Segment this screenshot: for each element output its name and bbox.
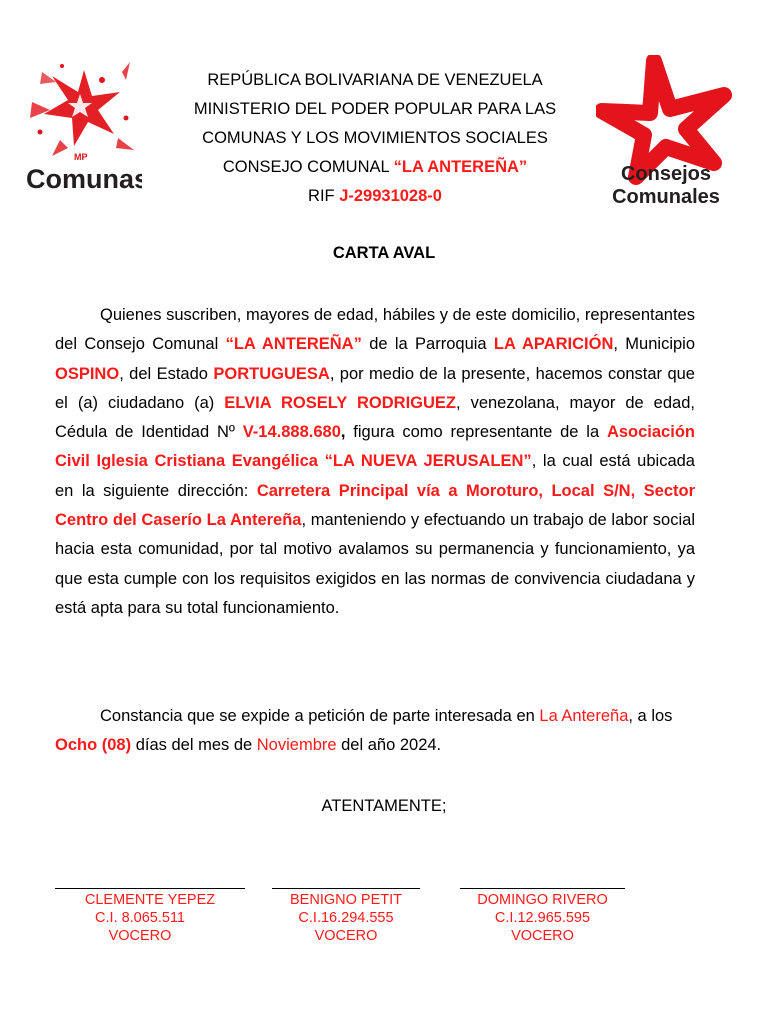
signature-line — [55, 888, 245, 889]
rif-value: J-29931028-0 — [339, 187, 442, 205]
consejos-comunales-logo — [596, 55, 736, 210]
header-line-comunas: COMUNAS Y LOS MOVIMIENTOS SOCIALES — [202, 129, 548, 147]
constancia-paragraph: Constancia que se expide a petición de parte interesada en La Antereña, a los Ocho (08) días del mes de Noviembre del año 2024. — [55, 707, 673, 755]
header-line-ministerio: MINISTERIO DEL PODER POPULAR PARA LAS — [193, 100, 557, 118]
estado: PORTUGUESA — [213, 364, 330, 383]
svg-text:MP: MP — [74, 152, 88, 162]
signature-line — [460, 888, 625, 889]
mes: Noviembre — [256, 736, 337, 755]
mp-comunas-logo — [22, 52, 142, 194]
signatory-name: DOMINGO RIVERO — [477, 892, 608, 908]
signature-block — [272, 888, 420, 945]
lugar: La Antereña — [539, 707, 629, 725]
header-line-consejo: CONSEJO COMUNAL “LA ANTEREÑA” — [222, 158, 528, 176]
consejo-name-inline: “LA ANTEREÑA” — [225, 335, 362, 354]
header-line-republica: REPÚBLICA BOLIVARIANA DE VENEZUELA — [207, 71, 543, 89]
comunas-star-icon — [22, 52, 142, 194]
svg-text:Comunas: Comunas — [26, 164, 142, 194]
ciudadano-name: ELVIA ROSELY RODRIGUEZ — [224, 393, 456, 412]
closing-text: ATENTAMENTE; — [321, 797, 447, 815]
cedula: V-14.888.680 — [242, 423, 341, 442]
dia: Ocho (08) — [55, 736, 132, 755]
signature-block — [460, 888, 625, 945]
signatory-ci: C.I.16.294.555 — [298, 910, 394, 926]
svg-text:Consejos: Consejos — [620, 163, 712, 185]
signatory-role: VOCERO — [511, 928, 574, 944]
signatory-role: VOCERO — [108, 928, 172, 944]
consejo-name: “LA ANTEREÑA” — [393, 158, 528, 176]
signature-line — [272, 888, 420, 889]
asociacion-name: Asociación Civil Iglesia Cristiana Evangélica “LA NUEVA JERUSALEN” — [55, 423, 695, 471]
body-paragraph: Quienes suscriben, mayores de edad, hábiles y de este domicilio, representantes del Consejo Comunal “LA ANTEREÑA” de la Parroquia LA APARICIÓN, Municipio OSPINO, del Estado PORTUGUESA, por medio de la presente, hacemos constar que el (a) ciudadano (a) ELVIA ROSELY RODRIGUEZ, venezolana, mayor de edad, Cédula de Identidad Nº V-14.888.680, figura como representante de la Asociación Civil Iglesia Cristiana Evangélica “LA NUEVA JERUSALEN”, la cual está ubicada en la siguiente dirección: Carretera Principal vía a Moroturo, Local S/N, Sector Centro del Caserío La Antereña, manteniendo y efectuando un trabajo de labor social hacia esta comunidad, por tal motivo avalamos su permanencia y funcionamiento, ya que esta cumple con los requisitos exigidos en las normas de convivencia ciudadana y está apta para su total funcionamiento. — [55, 306, 696, 617]
signatory-role: VOCERO — [314, 928, 378, 944]
document-header — [150, 66, 600, 211]
municipio: OSPINO — [55, 364, 120, 383]
signatory-ci: C.I.12.965.595 — [494, 910, 591, 926]
document-title: CARTA AVAL — [332, 244, 436, 262]
consejos-star-icon — [596, 55, 736, 210]
direccion: Carretera Principal vía a Moroturo, Local S/N, Sector Centro del Caserío La Antereña — [55, 481, 695, 530]
parroquia: LA APARICIÓN — [493, 335, 614, 354]
svg-text:Comunales: Comunales — [612, 186, 720, 208]
header-line-rif: RIF J-29931028-0 — [308, 187, 442, 205]
signatory-ci: C.I. 8.065.511 — [94, 910, 186, 926]
signatory-name: CLEMENTE YEPEZ — [84, 892, 216, 908]
signature-block — [55, 888, 245, 945]
signatory-name: BENIGNO PETIT — [290, 892, 402, 908]
